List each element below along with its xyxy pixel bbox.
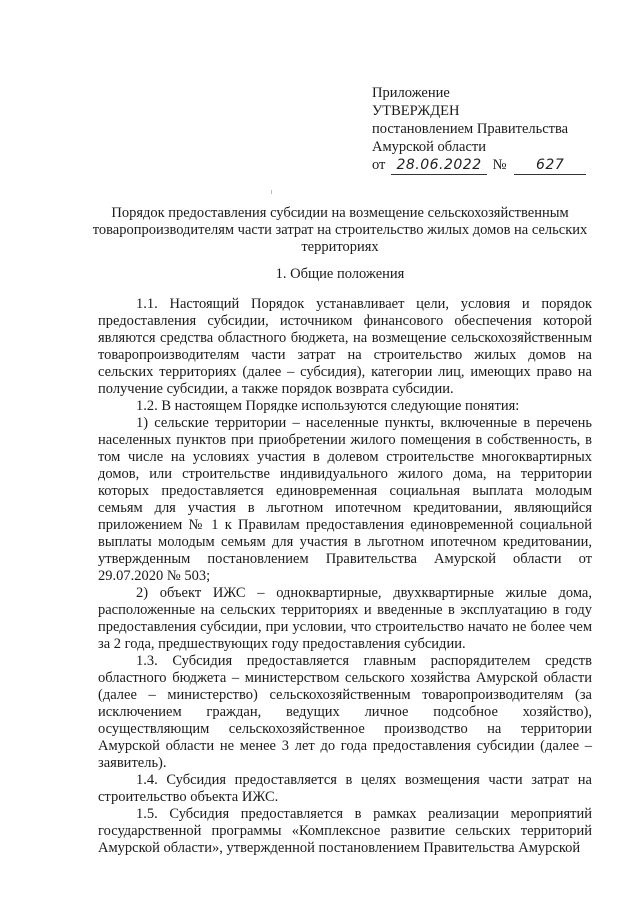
document-body bbox=[98, 296, 592, 857]
paragraph-1-2: 1.2. В настоящем Порядке используются следующие понятия: bbox=[136, 398, 520, 414]
approval-line-approved: УТВЕРЖДЕН bbox=[372, 103, 460, 119]
paragraph-1-1: 1.1. Настоящий Порядок устанавливает цели, условия и порядок предоставления субсидии, источником финансового обеспечения которой являются средства областного бюджета, на возмещение сельскохозяйственным товаропроизводителям части затрат на строительство жилых домов на сельских территориях (далее – субсидия), категории лиц, имеющих право на получение субсидии, а также порядок возврата субсидии. bbox=[98, 296, 592, 397]
handwritten-date: 28.06.2022 bbox=[391, 156, 487, 175]
document-title: Порядок предоставления субсидии на возмещение сельскохозяйственным товаропроизводителям части затрат на строительство жилых домов на сельских территориях bbox=[92, 205, 588, 255]
number-label: № bbox=[492, 157, 507, 173]
approval-line-appendix: Приложение bbox=[372, 85, 450, 101]
approval-line-resolution: постановлением Правительства bbox=[372, 121, 569, 137]
paragraph-1-3: 1.3. Субсидия предоставляется главным распорядителем средств областного бюджета – министерством сельского хозяйства Амурской области (далее – министерство) сельскохозяйственным товаропроизводителям (за исключением граждан, ведущих личное подсобное хозяйство), осуществляющим сельскохозяйственное производство на территории Амурской области не менее 3 лет до года предоставления субсидии (далее – заявитель). bbox=[98, 653, 592, 771]
handwritten-number: 627 bbox=[514, 156, 586, 175]
from-label: от bbox=[372, 157, 386, 173]
approval-block bbox=[372, 84, 586, 175]
scan-mark bbox=[271, 190, 272, 194]
paragraph-definition-1: 1) сельские территории – населенные пункты, включенные в перечень населенных пунктов при приобретении жилого помещения в собственность, в том числе на условиях участия в долевом строительстве многоквартирных домов, или строительстве индивидуального жилого дома, на территории которых предоставляется единовременная социальная выплата молодым семьям для участия в льготном ипотечном кредитовании, являющийся приложением № 1 к Правилам предоставления единовременной социальной выплаты молодым семьям для участия в льготном ипотечном кредитовании, утвержденным постановлением Правительства Амурской области от 29.07.2020 № 503; bbox=[98, 415, 592, 584]
paragraph-1-4: 1.4. Субсидия предоставляется в целях возмещения части затрат на строительство объекта ИЖС. bbox=[98, 772, 592, 805]
approval-line-region: Амурской области bbox=[372, 139, 486, 155]
paragraph-definition-2: 2) объект ИЖС – одноквартирные, двухквартирные жилые дома, расположенные на сельских территориях и введенные в эксплуатацию в году предоставления субсидии, при условии, что строительство начато не более чем за 2 года, предшествующих году предоставления субсидии. bbox=[98, 585, 592, 652]
section-heading: 1. Общие положения bbox=[275, 266, 405, 282]
approval-date-number-line bbox=[372, 156, 586, 175]
paragraph-1-5: 1.5. Субсидия предоставляется в рамках реализации мероприятий государственной программы «Комплексное развитие сельских территорий Амурской области», утвержденной постановлением Правительства Амурской bbox=[98, 806, 592, 856]
